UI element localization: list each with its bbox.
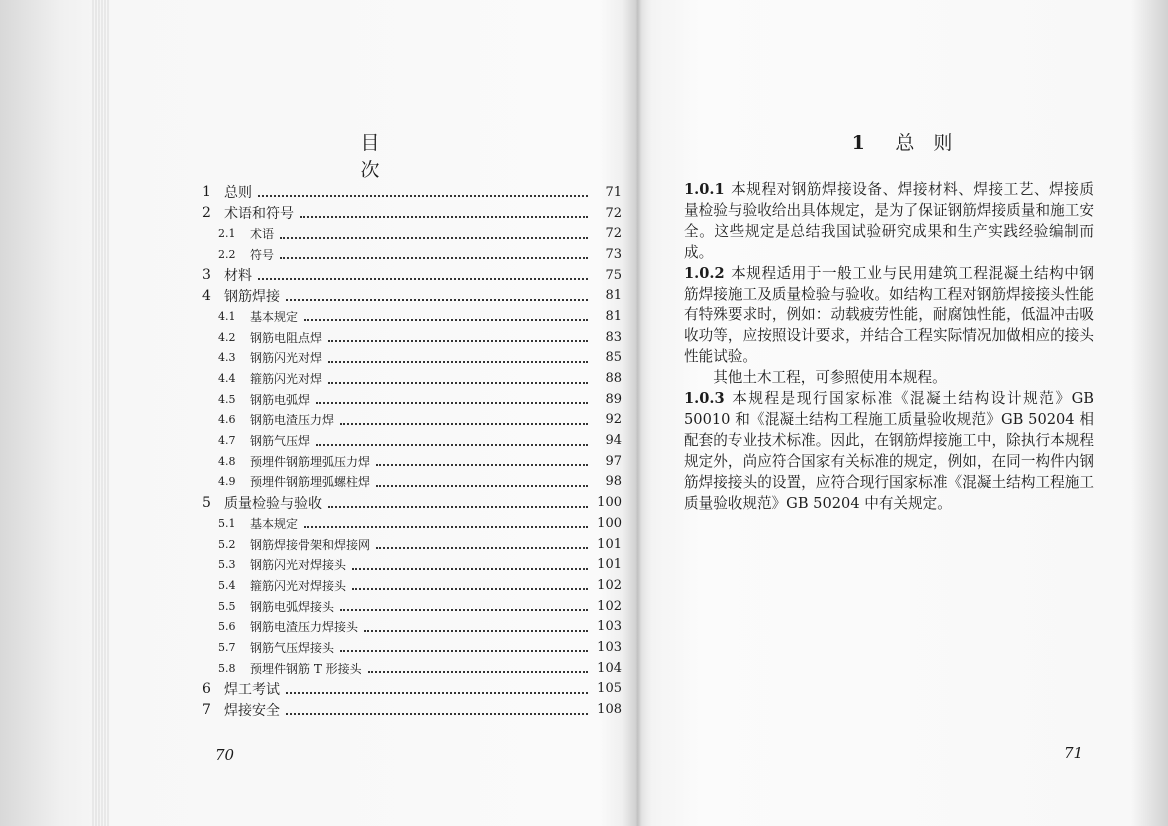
toc-entry-number: 3 xyxy=(202,267,211,284)
toc-leader-dots xyxy=(286,713,588,715)
toc-entry-label: 材料 xyxy=(224,268,252,285)
toc-entry xyxy=(202,658,622,679)
toc-entry-page: 103 xyxy=(597,619,622,635)
toc-entry xyxy=(202,492,622,513)
toc-entry xyxy=(202,534,622,555)
toc-entry-number: 4.8 xyxy=(218,454,236,468)
toc-entry-label: 术语 xyxy=(250,227,275,242)
toc-entry-label: 预埋件钢筋 T 形接头 xyxy=(250,661,362,676)
toc-entry xyxy=(202,182,622,203)
toc-entry-number: 5 xyxy=(202,494,211,511)
toc-entry-page: 103 xyxy=(597,639,622,655)
toc-entry xyxy=(202,554,622,575)
toc-entry-number: 5.3 xyxy=(218,558,236,572)
toc-entry-label: 钢筋闪光对焊接头 xyxy=(250,558,347,573)
toc-entry-page: 97 xyxy=(605,453,622,469)
toc-entry-label: 钢筋电弧焊接头 xyxy=(250,599,335,614)
toc-entry-number: 5.8 xyxy=(218,661,236,675)
toc-entry xyxy=(202,410,622,431)
toc-entry-number: 4.9 xyxy=(218,475,236,489)
toc-leader-dots xyxy=(286,692,588,694)
toc-entry-label: 焊接安全 xyxy=(224,702,280,719)
toc-entry-label: 钢筋气压焊接头 xyxy=(250,640,335,655)
toc-entry-label: 钢筋焊接 xyxy=(224,288,280,305)
toc-entry-number: 4.3 xyxy=(218,351,236,365)
toc-title: 目 次 xyxy=(360,132,479,181)
toc-leader-dots xyxy=(258,195,588,197)
right-page-shadow xyxy=(1132,0,1168,826)
toc-leader-dots xyxy=(304,319,588,321)
clause-number: 1.0.2 xyxy=(684,264,725,282)
toc-leader-dots xyxy=(352,588,588,590)
toc-entry-label: 钢筋焊接骨架和焊接网 xyxy=(250,537,371,552)
toc-leader-dots xyxy=(340,650,588,652)
toc-entry-label: 箍筋闪光对焊 xyxy=(250,372,323,387)
toc-entry-number: 5.6 xyxy=(218,620,236,634)
toc-leader-dots xyxy=(316,444,588,446)
toc-entry xyxy=(202,575,622,596)
toc-entry xyxy=(202,637,622,658)
chapter-title xyxy=(832,128,972,155)
toc-entry-number: 4 xyxy=(202,287,211,304)
toc-entry-label: 预埋件钢筋埋弧压力焊 xyxy=(250,454,371,469)
toc-entry-number: 5.1 xyxy=(218,516,236,530)
toc-entry-label: 箍筋闪光对焊接头 xyxy=(250,578,347,593)
toc-entry xyxy=(202,306,622,327)
toc-entry-number: 6 xyxy=(202,680,211,697)
toc-entry xyxy=(202,389,622,410)
clause-text: 其他土木工程，可参照使用本规程。 xyxy=(713,369,947,387)
toc-entry-number: 5.7 xyxy=(218,640,236,654)
toc-leader-dots xyxy=(316,402,588,404)
toc-leader-dots xyxy=(304,526,588,528)
chapter-body xyxy=(684,180,1094,515)
toc-entry xyxy=(202,265,622,286)
toc-leader-dots xyxy=(328,506,588,508)
clause-text: 本规程适用于一般工业与民用建筑工程混凝土结构中钢筋焊接施工及质量检验与验收。如结构工程对钢筋焊接接头性能有特殊要求时，例如：动载疲劳性能，耐腐蚀性能，低温冲击吸收功等，应按照设计要求，并结合工程实际情况加做相应的接头性能试验。 xyxy=(684,264,1094,366)
toc-entry-page: 100 xyxy=(597,495,622,511)
toc-entry-page: 75 xyxy=(605,267,622,283)
toc-leader-dots xyxy=(280,257,588,259)
toc-entry-number: 1 xyxy=(202,184,211,201)
toc-entry xyxy=(202,451,622,472)
toc-entry xyxy=(202,679,622,700)
toc-entry xyxy=(202,327,622,348)
toc-entry-label: 总则 xyxy=(224,185,252,202)
toc-leader-dots xyxy=(376,485,588,487)
toc-leader-dots xyxy=(286,299,588,301)
toc-leader-dots xyxy=(376,547,588,549)
clause-text: 本规程是现行国家标准《混凝土结构设计规范》GB 50010 和《混凝土结构工程施工质量验收规范》GB 50204 相配套的专业技术标准。因此，在钢筋焊接施工中，除执行本规程规定外，尚应符合国家有关标准的规定，例如，在同一构件内钢筋焊接接头的设置，应符合现行国家标准《混凝土结构工程施工质量验收规范》GB 50204 中有关规定。 xyxy=(684,390,1094,512)
toc-entry xyxy=(202,203,622,224)
toc-entry-page: 81 xyxy=(605,288,622,304)
toc-entry xyxy=(202,285,622,306)
clause-paragraph xyxy=(684,264,1094,369)
toc-entry-number: 4.2 xyxy=(218,330,236,344)
toc-entry-label: 钢筋闪光对焊 xyxy=(250,351,323,366)
toc-entry-number: 2.2 xyxy=(218,247,236,261)
toc-leader-dots xyxy=(376,464,588,466)
toc-entry-page: 73 xyxy=(605,246,622,262)
toc-entry-label: 钢筋电渣压力焊接头 xyxy=(250,620,359,635)
book-gutter xyxy=(622,0,652,826)
left-page-number: 70 xyxy=(215,746,235,764)
toc-leader-dots xyxy=(352,568,588,570)
toc-entry-page: 101 xyxy=(597,557,622,573)
clause-number: 1.0.1 xyxy=(684,181,725,198)
page-edges xyxy=(92,0,110,826)
toc-entry-number: 7 xyxy=(202,701,211,718)
toc-entry-page: 102 xyxy=(597,577,622,593)
clause-number: 1.0.3 xyxy=(684,390,725,408)
clause-paragraph xyxy=(684,368,1094,389)
clause-text: 本规程对钢筋焊接设备、焊接材料、焊接工艺、焊接质量检验与验收给出具体规定，是为了保证钢筋焊接质量和施工安全。这些规定是总结我国试验研究成果和生产实践经验编制而成。 xyxy=(684,181,1094,261)
toc-entry-label: 符号 xyxy=(250,247,275,262)
toc-entry-number: 4.5 xyxy=(218,392,236,406)
toc-entry-number: 5.2 xyxy=(218,537,236,551)
toc-entry-page: 94 xyxy=(605,433,622,449)
toc-entry xyxy=(202,368,622,389)
toc-leader-dots xyxy=(328,361,588,363)
toc-entry-page: 83 xyxy=(605,329,622,345)
toc-entry-number: 4.7 xyxy=(218,434,236,448)
toc-entry-page: 98 xyxy=(605,474,622,490)
clause-paragraph xyxy=(684,389,1094,514)
toc-entry-number: 4.6 xyxy=(218,413,236,427)
toc-entry xyxy=(202,513,622,534)
toc-entry-page: 92 xyxy=(605,412,622,428)
toc-entry-number: 5.4 xyxy=(218,578,236,592)
toc-entry-page: 104 xyxy=(597,660,622,676)
toc-entry-page: 89 xyxy=(605,391,622,407)
table-of-contents xyxy=(202,182,622,720)
toc-entry xyxy=(202,244,622,265)
toc-entry-page: 85 xyxy=(605,350,622,366)
toc-entry-page: 81 xyxy=(605,308,622,324)
toc-entry-page: 102 xyxy=(597,598,622,614)
toc-entry-label: 钢筋电阻点焊 xyxy=(250,330,323,345)
toc-entry-page: 88 xyxy=(605,371,622,387)
toc-entry xyxy=(202,616,622,637)
toc-entry-label: 钢筋电渣压力焊 xyxy=(250,413,335,428)
toc-entry-page: 105 xyxy=(597,681,622,697)
toc-leader-dots xyxy=(300,216,588,218)
toc-entry-label: 基本规定 xyxy=(250,516,299,531)
toc-entry-page: 71 xyxy=(605,184,622,200)
toc-entry-number: 5.5 xyxy=(218,599,236,613)
toc-entry-label: 钢筋气压焊 xyxy=(250,434,311,449)
toc-entry-label: 预埋件钢筋埋弧螺柱焊 xyxy=(250,475,371,490)
toc-entry xyxy=(202,223,622,244)
toc-leader-dots xyxy=(364,630,588,632)
toc-entry-page: 101 xyxy=(597,536,622,552)
toc-entry xyxy=(202,699,622,720)
chapter-name: 总 则 xyxy=(895,132,953,154)
toc-entry xyxy=(202,348,622,369)
toc-entry-label: 基本规定 xyxy=(250,309,299,324)
toc-leader-dots xyxy=(340,609,588,611)
chapter-number: 1 xyxy=(851,132,865,154)
toc-entry-label: 焊工考试 xyxy=(224,681,280,698)
toc-leader-dots xyxy=(368,671,588,673)
toc-entry-number: 2.1 xyxy=(218,227,236,241)
toc-leader-dots xyxy=(328,340,588,342)
right-page-number: 71 xyxy=(1064,744,1084,762)
toc-entry-page: 108 xyxy=(597,702,622,718)
toc-entry-number: 4.4 xyxy=(218,372,236,386)
toc-entry-page: 72 xyxy=(605,205,622,221)
toc-entry-page: 72 xyxy=(605,226,622,242)
toc-entry-number: 2 xyxy=(202,205,211,222)
toc-entry-label: 术语和符号 xyxy=(224,206,294,223)
toc-leader-dots xyxy=(340,423,588,425)
toc-leader-dots xyxy=(328,382,588,384)
toc-entry-number: 4.1 xyxy=(218,309,236,323)
toc-leader-dots xyxy=(258,278,588,280)
toc-entry-label: 质量检验与验收 xyxy=(224,495,322,512)
toc-entry-page: 100 xyxy=(597,515,622,531)
toc-entry xyxy=(202,430,622,451)
clause-paragraph xyxy=(684,180,1094,264)
toc-leader-dots xyxy=(280,237,588,239)
toc-entry-label: 钢筋电弧焊 xyxy=(250,392,311,407)
toc-entry xyxy=(202,472,622,493)
toc-entry xyxy=(202,596,622,617)
